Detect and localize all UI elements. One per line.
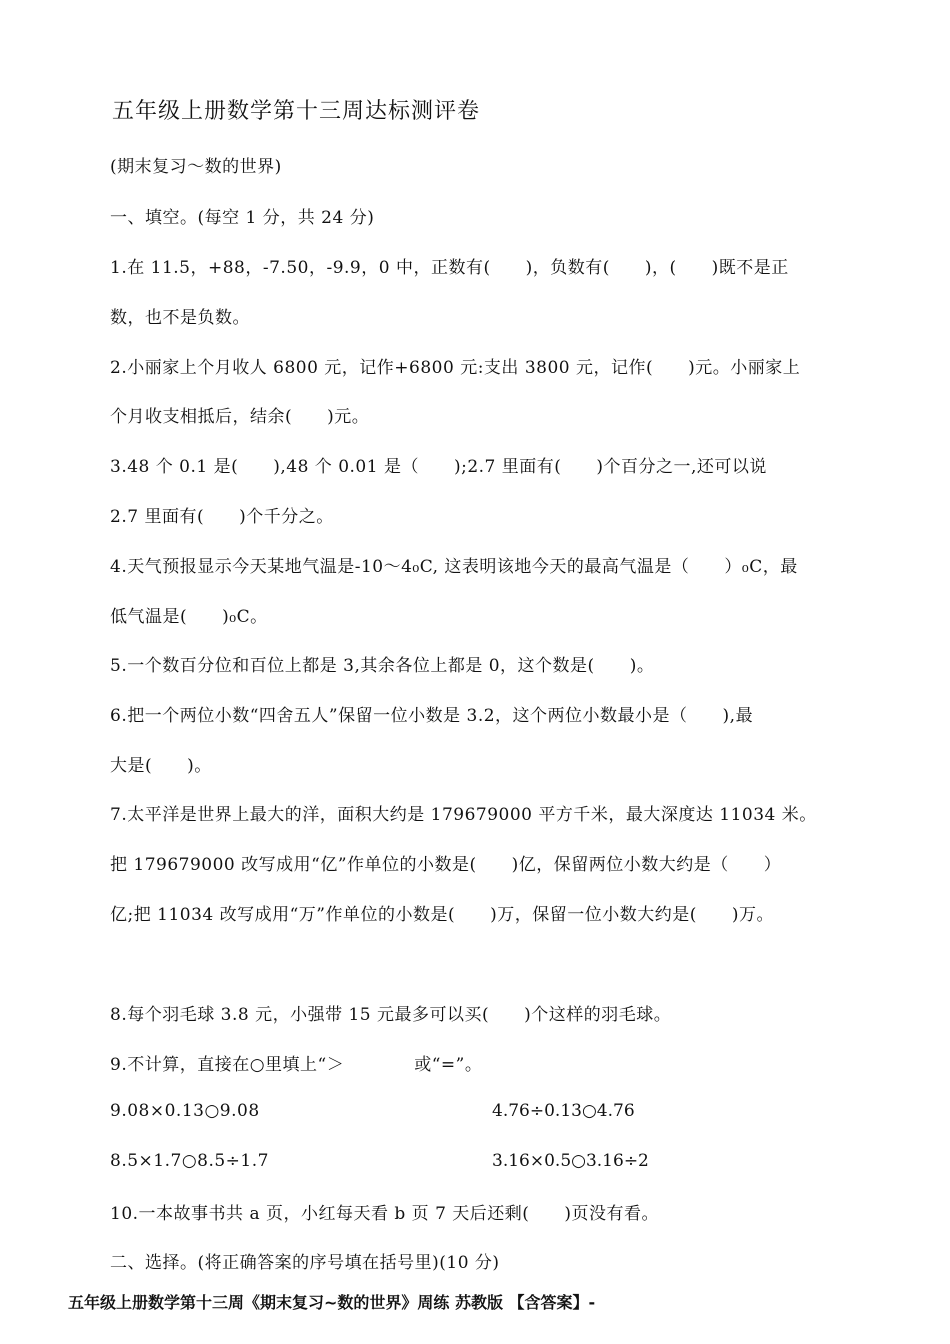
question-9-item-2: 4.76÷0.13○4.76	[492, 1101, 635, 1121]
question-7-line-3: 亿;把 11034 改写成用“万”作单位的小数是( )万，保留一位小数大约是( )万。	[110, 905, 775, 925]
question-8: 8.每个羽毛球 3.8 元，小强带 15 元最多可以买( )个这样的羽毛球。	[110, 1005, 672, 1025]
question-1-line-1: 1.在 11.5，+88，-7.50，-9.9，0 中，正数有( )，负数有( )，( )既不是正	[110, 258, 789, 278]
question-4-line-2: 低气温是( )₀C。	[110, 607, 268, 627]
question-3-line-2: 2.7 里面有( )个千分之。	[110, 507, 334, 527]
section-heading-fill-blank: 一、填空。(每空 1 分，共 24 分)	[110, 208, 375, 228]
question-9-item-4: 3.16×0.5○3.16÷2	[492, 1151, 649, 1171]
question-3-line-1: 3.48 个 0.1 是( ),48 个 0.01 是（ );2.7 里面有( )个百分之一,还可以说	[110, 457, 767, 477]
question-5: 5.一个数百分位和百位上都是 3,其余各位上都是 0，这个数是( )。	[110, 656, 655, 676]
question-6-line-2: 大是( )。	[110, 756, 212, 776]
question-9-prompt: 9.不计算，直接在○里填上“＞ 或“=”。	[110, 1055, 483, 1075]
question-10: 10.一本故事书共 a 页，小红每天看 b 页 7 天后还剩( )页没有看。	[110, 1204, 660, 1224]
subtitle: (期末复习～数的世界)	[110, 157, 282, 177]
question-7-line-2: 把 179679000 改写成用“亿”作单位的小数是( )亿，保留两位小数大约是（ ）	[110, 855, 782, 875]
question-9-item-3: 8.5×1.7○8.5÷1.7	[110, 1151, 269, 1171]
question-2-line-1: 2.小丽家上个月收人 6800 元，记作+6800 元:支出 3800 元，记作( )元。小丽家上	[110, 358, 801, 378]
question-6-line-1: 6.把一个两位小数“四舍五人”保留一位小数是 3.2，这个两位小数最小是（ ),最	[110, 706, 754, 726]
question-4-line-1: 4.天气预报显示今天某地气温是-10～4₀C, 这表明该地今天的最高气温是（ ）₀C，最	[110, 557, 798, 577]
page-title: 五年级上册数学第十三周达标测评卷	[112, 99, 481, 124]
question-7-line-1: 7.太平洋是世界上最大的洋，面积大约是 179679000 平方千米，最大深度达 11034 米。	[110, 805, 817, 825]
question-9-item-1: 9.08×0.13○9.08	[110, 1101, 260, 1121]
question-2-line-2: 个月收支相抵后，结余( )元。	[110, 407, 370, 427]
section-heading-choice: 二、选择。(将正确答案的序号填在括号里)(10 分)	[110, 1253, 500, 1273]
question-1-line-2: 数，也不是负数。	[110, 308, 250, 328]
document-footer: 五年级上册数学第十三周《期末复习~数的世界》周练 苏教版 【含答案】-	[68, 1293, 596, 1312]
